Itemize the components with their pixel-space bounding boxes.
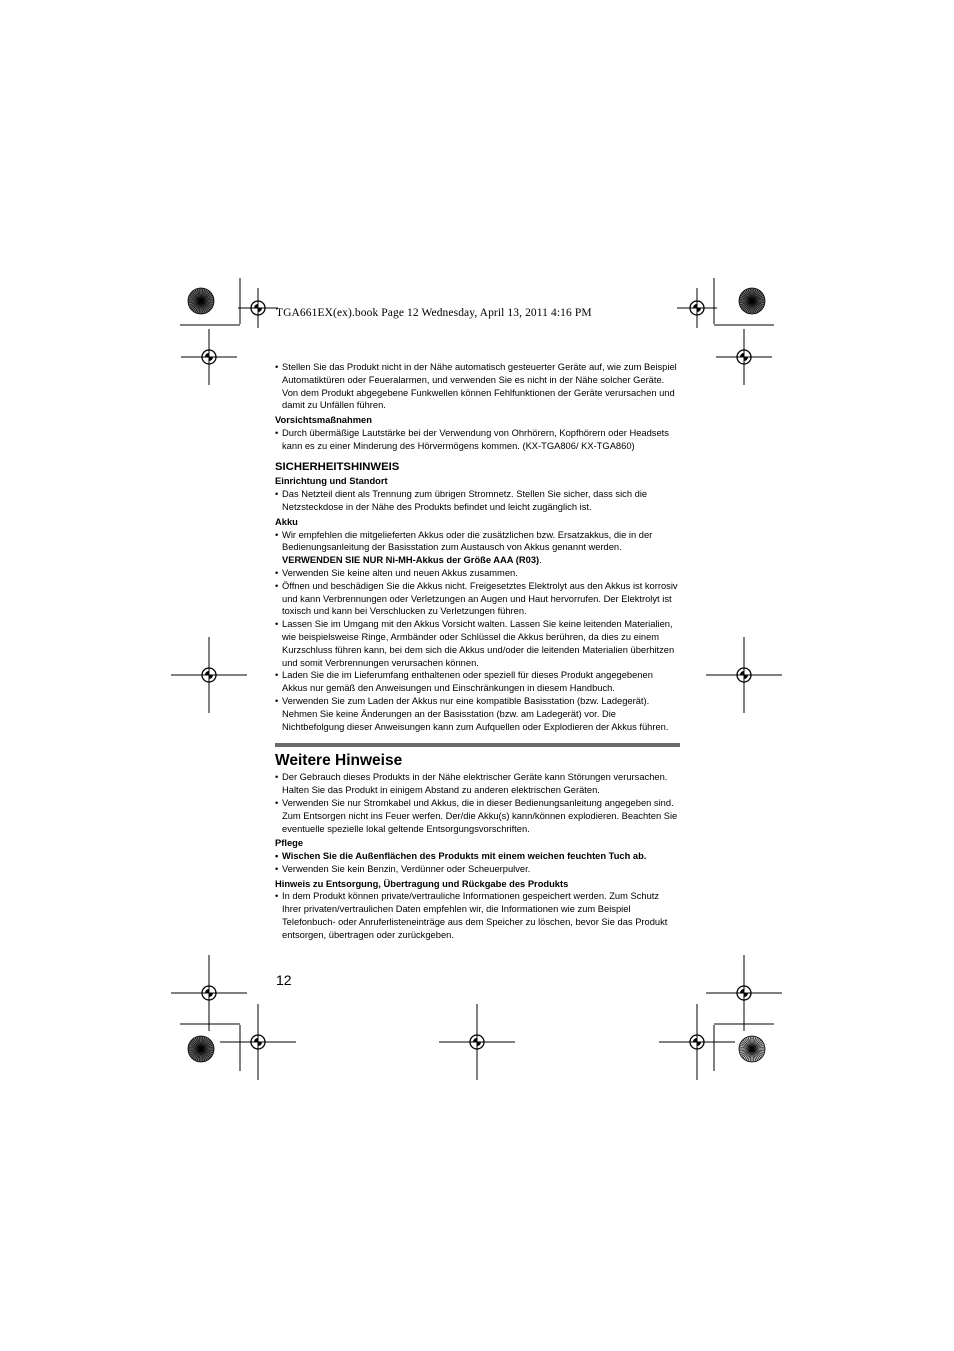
battery-bullet-1	[275, 529, 680, 567]
intro-bullet: • Stellen Sie das Produkt nicht in der Nähe automatisch gesteuerter Geräte auf, wie zum Beispiel Automatiktüren oder Feueralarmen, und verwenden Sie es nicht in der Nähe solcher Geräte. Von dem Produkt abgegebene Funkwellen können Fehlfunktionen der Geräte verursachen und damit zu Unfällen führen.	[275, 361, 680, 412]
registration-mark	[220, 1004, 296, 1080]
star-target-mark	[188, 288, 214, 314]
registration-mark	[171, 955, 247, 1031]
battery-bullet-5: • Laden Sie die im Lieferumfang enthaltenen oder speziell für dieses Produkt angegebenen Akkus nur gemäß den Anweisungen und Einschränkungen in diesem Handbuch.	[275, 669, 680, 695]
registration-mark	[171, 637, 247, 713]
care-bullet-2: • Verwenden Sie kein Benzin, Verdünner oder Scheuerpulver.	[275, 863, 680, 876]
registration-mark	[439, 1004, 515, 1080]
battery-bullet-1-text: Wir empfehlen die mitgelieferten Akkus oder die zusätzlichen bzw. Ersatzakkus, die in der Bedienungsanleitung der Basisstation zum Austausch von Akkus genannt werden.	[282, 529, 653, 553]
registration-mark	[706, 637, 782, 713]
installation-heading: Einrichtung und Standort	[275, 476, 388, 487]
battery-bullet-1-end: .	[539, 555, 542, 566]
care-bullet-1: • Wischen Sie die Außenflächen des Produkts mit einem weichen feuchten Tuch ab.	[275, 850, 680, 863]
print-header: TGA661EX(ex).book Page 12 Wednesday, April 13, 2011 4:16 PM	[276, 307, 592, 319]
installation-bullet: • Das Netzteil dient als Trennung zum übrigen Stromnetz. Stellen Sie sicher, dass sich die Netzsteckdose in der Nähe des Produkts befindet und leicht zugänglich ist.	[275, 488, 680, 514]
further-bullet-2: • Verwenden Sie nur Stromkabel und Akkus, die in dieser Bedienungsanleitung angegeben sind. Zum Entsorgen nicht ins Feuer werfen. Der/die Akku(s) kann/können explodieren. Beachten Sie eventuelle spezielle lokal geltende Entsorgungsvorschriften.	[275, 797, 680, 835]
battery-bullet-2: • Verwenden Sie keine alten und neuen Akkus zusammen.	[275, 567, 680, 580]
star-target-mark	[739, 288, 765, 314]
page-content	[275, 361, 680, 942]
registration-mark	[716, 329, 772, 385]
battery-bullet-6: • Verwenden Sie zum Laden der Akkus nur eine kompatible Basisstation (bzw. Ladegerät). Nehmen Sie keine Änderungen an der Basisstation (bzw. am Ladegerät) vor. Die Nichtbefolgung dieser Anweisungen kann zum Aufquellen oder Explodieren der Akkus führen.	[275, 695, 680, 733]
registration-mark	[706, 955, 782, 1031]
disposal-heading: Hinweis zu Entsorgung, Übertragung und Rückgabe des Produkts	[275, 878, 569, 889]
care-heading: Pflege	[275, 838, 304, 849]
star-target-mark	[188, 1036, 214, 1062]
further-bullet-1: • Der Gebrauch dieses Produkts in der Nähe elektrischer Geräte kann Störungen verursachen. Halten Sie das Produkt in einigem Abstand zu anderen elektrischen Geräten.	[275, 771, 680, 797]
further-heading: Weitere Hinweise	[275, 752, 403, 770]
registration-mark	[181, 329, 237, 385]
battery-heading: Akku	[275, 516, 298, 527]
safety-heading: SICHERHEITSHINWEIS	[275, 460, 400, 473]
precautions-heading: Vorsichtsmaßnahmen	[275, 415, 372, 426]
registration-mark	[659, 1004, 735, 1080]
battery-bullet-1-bold: VERWENDEN SIE NUR Ni-MH-Akkus der Größe AAA (R03)	[282, 555, 540, 566]
battery-bullet-4: • Lassen Sie im Umgang mit den Akkus Vorsicht walten. Lassen Sie keine leitenden Materialien, wie beispielsweise Ringe, Armbänder oder Schlüssel die Akkus berühren, da dies zu einem Kurzschluss führen kann, bei dem sich die Akkus und/oder die leitenden Materialien überhitzen und somit Verbrennungen verursachen können.	[275, 618, 680, 669]
section-rule	[275, 743, 680, 747]
precautions-bullet: • Durch übermäßige Lautstärke bei der Verwendung von Ohrhörern, Kopfhörern oder Headsets kann es zu einer Minderung des Hörvermögens kommen. (KX-TGA806/ KX-TGA860)	[275, 427, 680, 453]
page-number: 12	[276, 972, 292, 988]
registration-mark	[677, 288, 717, 328]
battery-bullet-3: • Öffnen und beschädigen Sie die Akkus nicht. Freigesetztes Elektrolyt aus den Akkus ist korrosiv und kann Verbrennungen oder Verletzungen an Augen und Haut hervorrufen. Der Elektrolyt ist toxisch und kann bei Verschlucken zu Verletzungen führen.	[275, 580, 680, 618]
disposal-bullet: • In dem Produkt können private/vertrauliche Informationen gespeichert werden. Zum Schutz Ihrer privaten/vertraulichen Daten empfehlen wir, die Informationen wie zum Beispiel Telefonbuch- oder Anruferlisteneinträge aus dem Speicher zu löschen, bevor Sie das Produkt entsorgen, übertragen oder zurückgeben.	[275, 890, 680, 941]
registration-mark	[238, 288, 278, 328]
star-target-mark	[739, 1036, 765, 1062]
